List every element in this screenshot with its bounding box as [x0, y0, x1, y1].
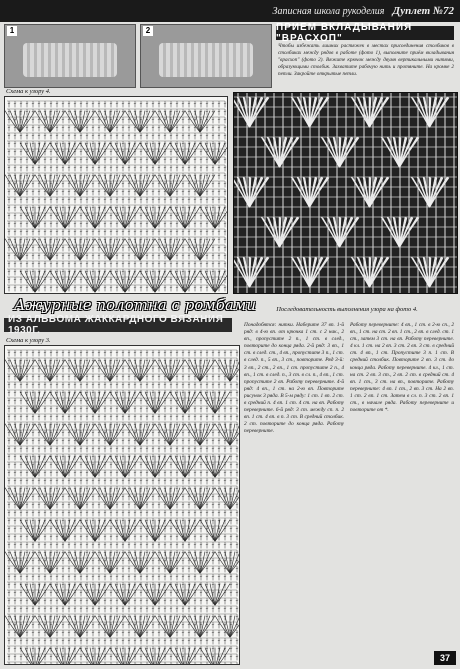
technique-photo-2	[140, 24, 272, 88]
article-subtitle: ИЗ АЛЬБОМА ЖАККАРДНОГО ВЯЗАНИЯ 1930Г.	[4, 318, 232, 332]
technique-photo-1	[4, 24, 136, 88]
scheme3-label: Схема к узору 3.	[6, 337, 51, 344]
stitch-grid	[7, 101, 226, 291]
instructions-column-right: Работу переверните: 4 вп., 1 ст. в 2-ю сп., 2 вп., 1 ст. на ст. 2 вп. 1 ст., 2 вп. в след. ст. 1 ст., затем 3 ст. на вп. Работу переверните. 4 кл. 1 ст. на 2 вп. 3 ст. 2 вп. 3 ст. в средний ст. 4 вп., 1 ст. Пропустите 3 п. 1 ст. В средний столбик. Повторите 2 вп. 3 ст. до конца ряда. Работу переверните. 4 кл., 1 ст. на ст. 2 вп. 3 ст., 2 вп. 2 ст. в средний ст. 4 вп. 1 ст., 3 ст. на вп., повторите. Работу переверните: 4 вп. 1 ст., 2 вп. 3 ст. На 2 вп. 1 ст. 2 вп. 1 ст. Затем в сл. п. 3 ст. 2 вп. 1 ст., в начале ряда. Работу переверните и повторите от *.	[350, 322, 454, 414]
photo-number: 2	[143, 26, 153, 36]
crochet-sample-image	[159, 43, 253, 77]
lace-fans	[234, 97, 449, 287]
sequence-label: Последовательность выполнения узора на фото 4.	[276, 306, 418, 313]
magazine-name: Записная школа рукоделия	[272, 5, 385, 17]
photo-number: 1	[7, 26, 17, 36]
technique-title: ПРИЕМ ВКЛАДЫВАНИЯ "ВРАСХОП"	[276, 26, 454, 40]
crochet-sample-image	[23, 43, 117, 77]
page-header	[0, 0, 460, 22]
lace-pattern-image	[234, 93, 457, 293]
scheme-3-chart	[5, 346, 239, 664]
crochet-scheme-3	[4, 345, 240, 665]
fan-motifs	[5, 111, 227, 293]
lace-photo	[233, 92, 458, 294]
page-number: 37	[434, 651, 456, 665]
magazine-brand: Дуплет №72	[392, 5, 454, 17]
crochet-scheme-4	[4, 96, 228, 294]
scheme-4-chart	[5, 97, 227, 293]
instructions-column-left: Понадобятся: нитки. Наберите 37 вп. 1-й ряд: в 4-ю вп. от крючка 1 ст. с 2 нак., 2 вп., пропустите 2 п., 1 ст. в след., повторите до конца ряда. 2-й ряд: 3 вп., 1 ст. в след. ст., 4 вп., пропустите 3 п., 1 ст. в след. п., 5 вп., 3 ст., повторите. Ряд 3-й: 3 вп., 2 ст., 2 вп., 1 ст. пропустите 2 п., 4 вп., 1 ст. в след. п., 3 ст. в сл. п., 4 вп., 1 ст. пропустите 2 вп. Работу переверните. 4-й ряд: 4 вп., 1 ст. на 2-ю вп. Повторите рисунок 3 ряда. В 5-м ряду: 1 ст. 1 вп. 2 ст. в средний п. 4 вп. 1 ст. 4 ст. на вп. Работу переверните. 6-й ряд: 3 ст. между сп. п. 2 вп. 1 ст. 4 вп. в п. 3 ст. В средний столбик. 2 ст. повторите до конца ряда. Работу переверните.	[244, 322, 344, 435]
scheme4-label: Схема к узору 4.	[6, 88, 51, 95]
article-title: Ажурные полотна с ромбами	[14, 296, 256, 314]
technique-text: Чтобы избежать лишних растяжек в местах присоединения столбиков в столбиках между рядов в работе (фото 1), выполните приём вкладывания "врасхоп" (фото 2). Вяжите крючок между двумя вертикальными нитями, образующими столбик. Захватите рабочую нить и протяните. На кромке 2 петли. Закройте открытые петли.	[278, 43, 454, 77]
